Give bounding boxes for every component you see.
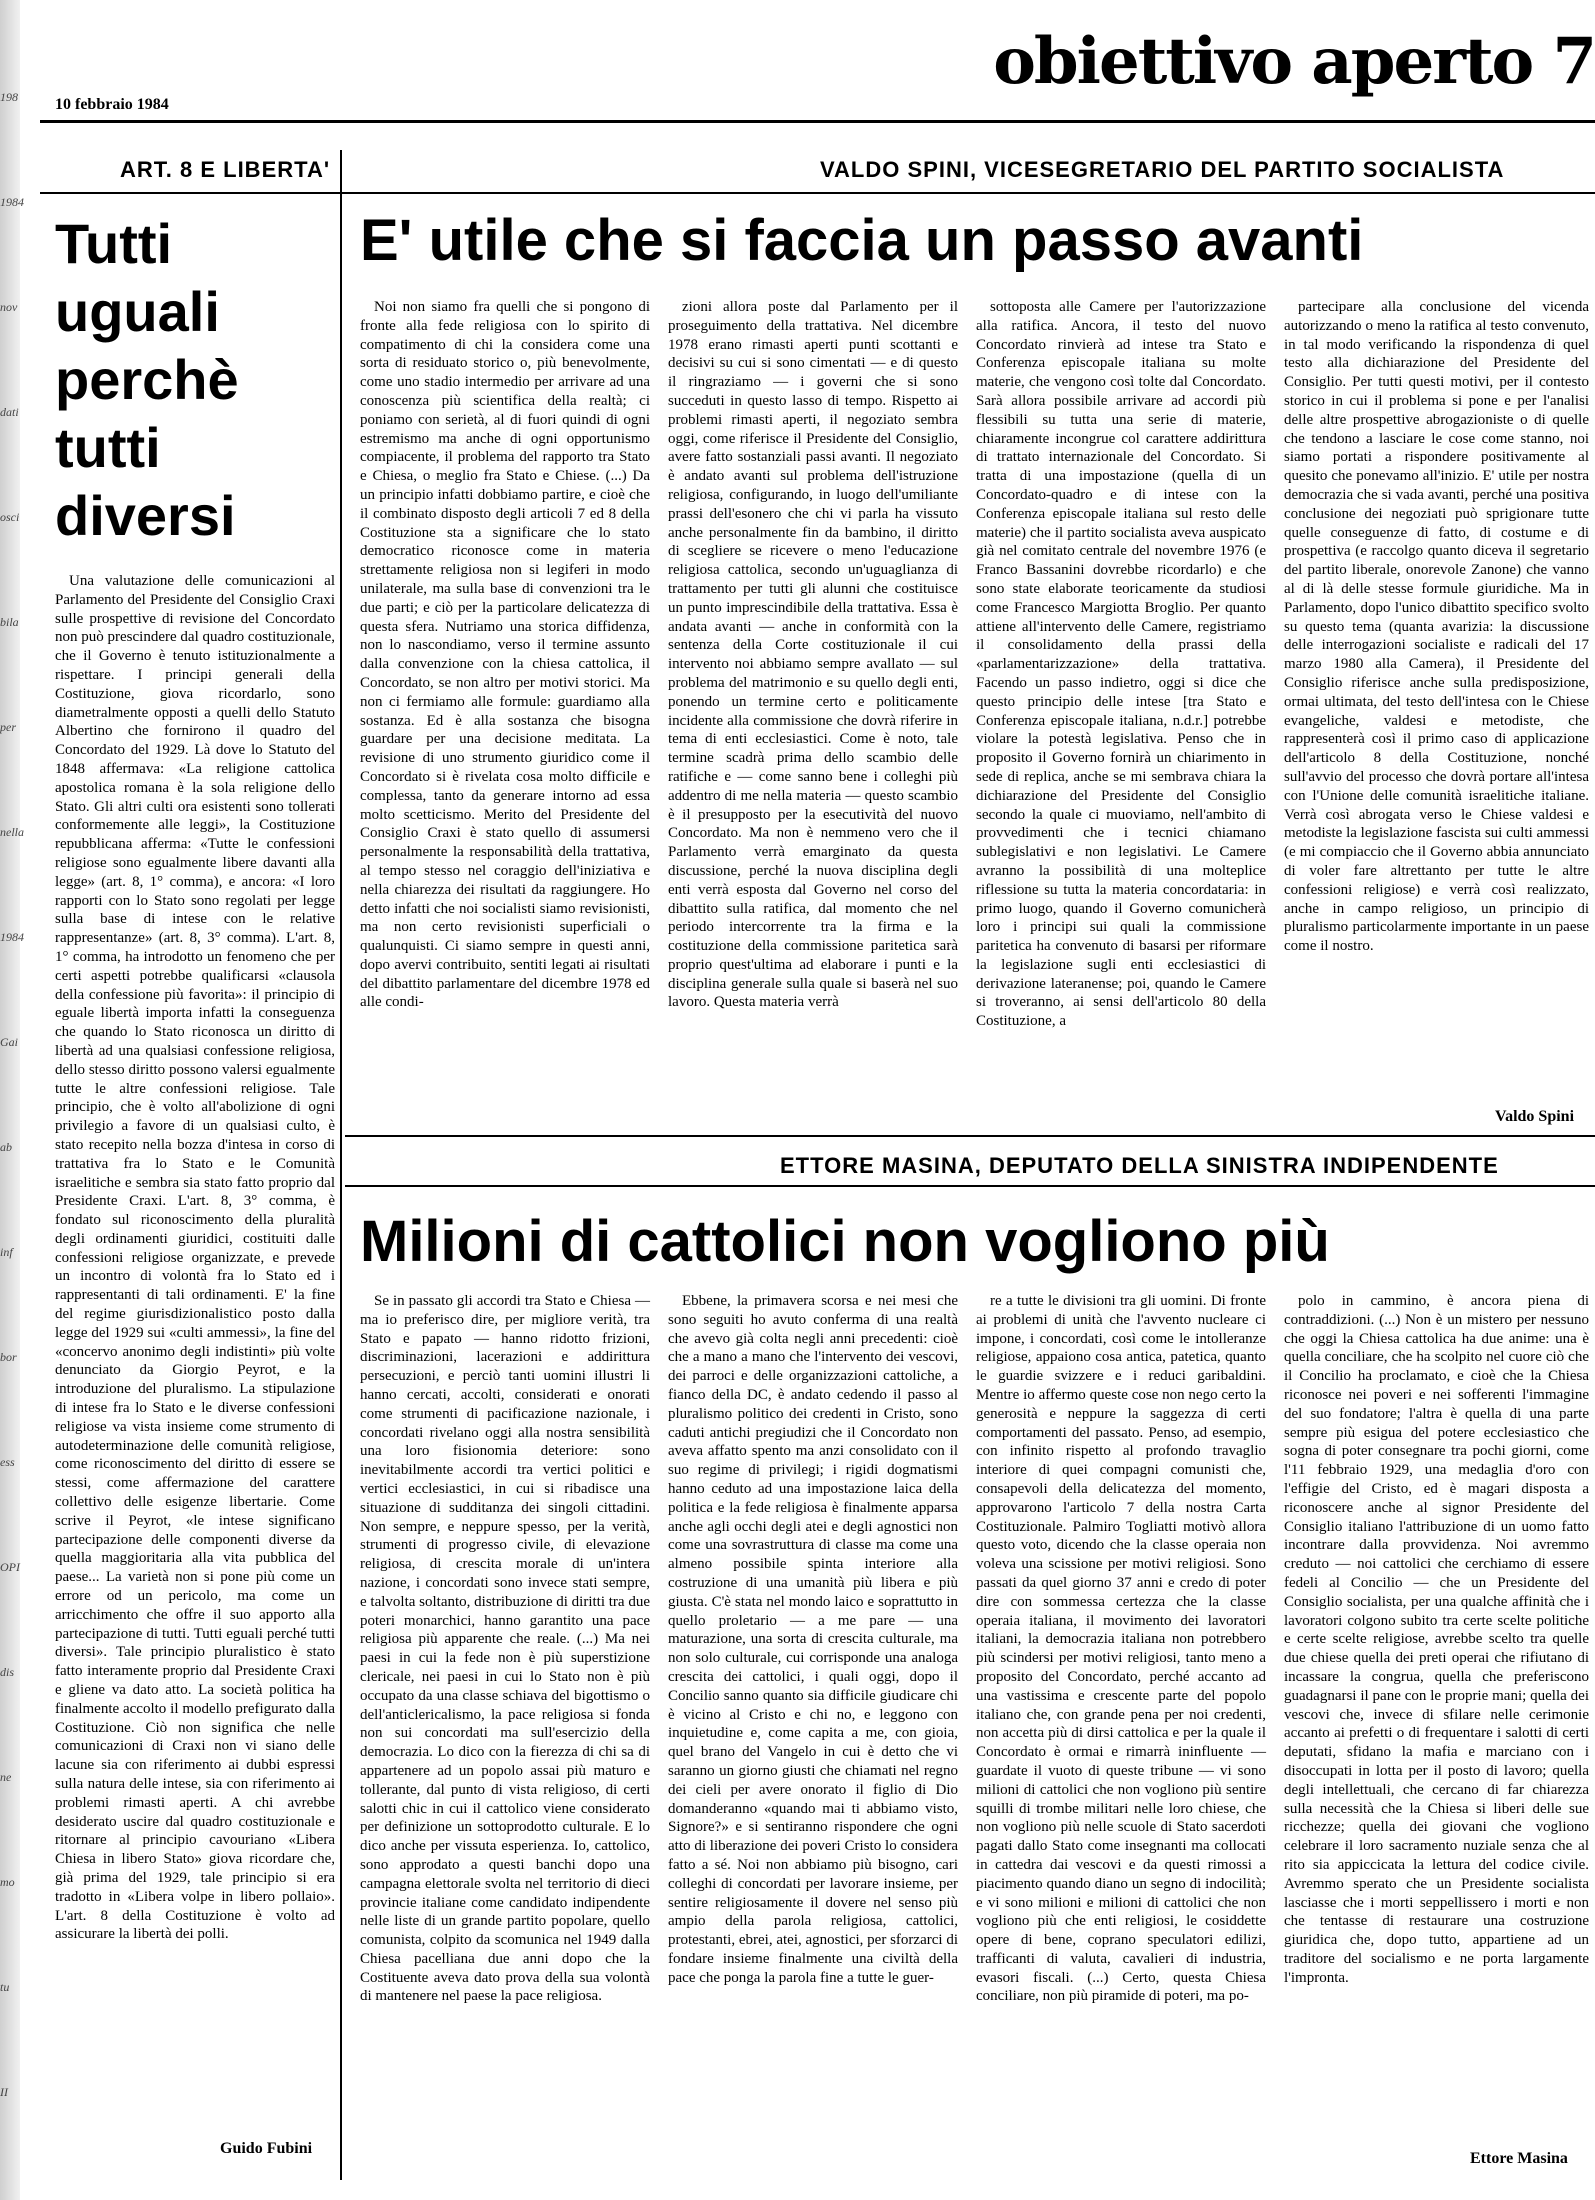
edge-fragment: 1984 <box>0 195 24 209</box>
top-column-text: zioni allora poste dal Parlamento per il proseguimento della trattativa. Nel dicembre 1978 erano rimasti aperti punti scottanti e decisivi su cui si sono cimentati — e di questo il ringraziamo — i governi che si sono succeduti in questo lasso di tempo. Rispetto ai problemi rimasti aperti, il negoziato sembra oggi, come riferisce il Presidente del Consiglio, avere fatto sostanziali passi avanti. Il negoziato è andato avanti sul problema dell'istruzione religiosa, configurando, in luogo dell'umiliante prassi dell'esonero che chi vi parla ha vissuto anche personalmente fin da bambino, il diritto di scegliere se ricevere o meno l'educazione religiosa cattolica, secondo un'uguaglianza di trattamento per tutti gli alunni che costituisce un punto imprescindibile della trattativa. Essa è andata avanti — anche in conformità con la sentenza della Corte costituzionale il cui intervento noi abbiamo sempre avallato — sul problema del matrimonio e su quello degli enti, ponendo un termine certo e politicamente incidente alla commissione che dovrà riferire in tema di enti ecclesiastici. Come è noto, tale termine scadrà prima dello scambio delle ratifiche e — come sanno bene i colleghi più addentro di me nella materia — questo scambio è il presupposto per la esecutività del nuovo Concordato. Ma non è nemmeno vero che il Parlamento verrà emarginato da questa discussione, perché la nuova disciplina degli enti verrà esposta dal Governo nel corso del dibattito sulla ratifica, dal momento che nel periodo intercorrente tra la firma e la costituzione della commissione paritetica sarà proprio quest'ultima ad elaborare i punti e la disciplina generale sulla quale si baserà nel suo lavoro. Questa materia verrà <box>668 299 958 1011</box>
rubric-rule <box>40 192 1595 194</box>
bottom-article-signature: Ettore Masina <box>1470 2150 1568 2167</box>
bottom-column-text: re a tutte le divisioni tra gli uomini. Di fronte ai problemi di unità che l'avvento nucleare ci impone, i concordati, così come le intolleranze religiose, appaiono cosa antica, patetica, quanto le guardie svizzere e i reduci garibaldini. Mentre io affermo queste cose non nego certo la generosità e neppure la saggezza di certi comportamenti del passato. Penso, ad esempio, con infinito rispetto al profondo travaglio interiore di quei compagni comunisti che, consapevoli della delicatezza del momento, approvarono l'articolo 7 della nostra Carta Costituzionale. Palmiro Togliatti motivò allora questo voto, dicendo che la classe operaia non voleva una scissione per motivi religiosi. Sono passati da quel giorno 37 anni e credo di poter dire con sommessa certezza che la classe operaia italiana, il movimento dei lavoratori italiani, la democrazia italiana non potrebbero più scindersi per motivi religiosi, tanto meno a proposito del Concordato, perché accanto ad una vastissima e crescente parte del popolo italiano che, con grande pena per noi credenti, non accetta più di dirsi cattolica e per la quale il Concordato è ormai e rimarrà ininfluente — guardate il vuoto di queste tribune — vi sono milioni di cattolici che non vogliono più sentire squilli di trombe militari nelle loro chiese, che non vogliono più nelle scuole di Stato sacerdoti pagati dallo Stato come insegnanti ma collocati in cattedra dai vescovi e da questi rimossi a piacimento quando diano un segno di indocilità; e vi sono milioni e milioni di cattolici che non vogliono più che enti religiosi, le cosiddette opere di bene, coprano speculatori edilizi, trafficanti di valuta, cavalieri di industria, evasori fiscali. (...) Certo, questa Chiesa conciliare, non più piramide di poteri, ma po- <box>976 1293 1266 2005</box>
top-headline: E' utile che si faccia un passo avanti <box>360 208 1364 273</box>
edge-fragment: dati <box>0 405 19 419</box>
top-article-column <box>668 298 958 1128</box>
edge-fragment: bila <box>0 615 19 629</box>
edge-fragment: tu <box>0 1980 10 1994</box>
edge-fragment: nov <box>0 300 18 314</box>
edge-fragment: ab <box>0 1140 12 1154</box>
section-divider <box>345 1135 1595 1137</box>
section-masthead: obiettivo aperto 7 <box>993 24 1595 99</box>
left-headline-line: diversi <box>55 484 236 547</box>
left-headline-line: uguali <box>55 280 220 343</box>
bottom-article-column <box>360 1292 650 2150</box>
bottom-column-text: Se in passato gli accordi tra Stato e Chiesa — ma io preferisco dire, per migliore verità, tra Stato e papato — hanno ridotto frizioni, discriminazioni, lacerazioni e addirittura persecuzioni, e perciò tanti uomini illustri li hanno cercati, accolti, considerati e onorati come strumenti di pacificazione nazionale, i concordati rivelano oggi alla nostra sensibilità una loro fisionomia deteriore: sono inevitabilmente accordi tra vertici politici e vertici ecclesiastici, in cui si ribadisce una situazione di sudditanza dei singoli cittadini. Non sempre, e neppure spesso, per la verità, strumenti di progresso civile, di elevazione religiosa, di crescita morale di un'intera nazione, i concordati sono invece stati sempre, e talvolta soltanto, distribuzione di diritti tra due poteri monarchici, hanno garantito una pace religiosa più apparente che reale. (...) Ma nei paesi in cui la fede non è più superstizione clericale, nei paesi in cui lo Stato non è più occupato da una classe schiava del bigottismo o dell'anticlericalismo, la pace religiosa si fonda non sui concordati ma sull'esercizio della democrazia. Lo dico con la fierezza di chi sa di appartenere ad un popolo assai più maturo e tollerante, dal punto di vista religioso, di certi salotti chic in cui il cattolico viene considerato per definizione un sottoprodotto culturale. E lo dico anche per vissuta esperienza. Io, cattolico, sono approdato a questi banchi dopo una campagna elettorale svolta nel territorio di dieci provincie italiane come candidato indipendente nelle liste di un grande partito popolare, quello comunista, colpito da scomunica nel 1949 dalla Chiesa pacelliana due anni dopo che la Costituente aveva dato prova della sua volontà di mantenere nel paese la pace religiosa. <box>360 1293 650 2005</box>
left-column-divider <box>340 150 342 2180</box>
edge-fragment: bor <box>0 1350 17 1364</box>
edge-fragment: ne <box>0 1770 12 1784</box>
left-headline-line: perchè <box>55 348 239 411</box>
edge-fragment: dis <box>0 1665 15 1679</box>
left-article-signature: Guido Fubini <box>220 2140 313 2157</box>
top-article-column <box>976 298 1266 1128</box>
bottom-column-text: polo in cammino, è ancora piena di contraddizioni. (...) Non è un mistero per nessuno che oggi la Chiesa cattolica ha due anime: una è quella conciliare, che ha scolpito nel cuore ciò che il Concilio ha proclamato, e cioè che la Chiesa riconosce nei poveri e nei sofferenti l'immagine del suo fondatore; l'altra è quella di una parte sempre più esigua del potere ecclesiastico che sogna di poter consegnare tra pochi giorni, come l'11 febbraio 1929, una medaglia d'oro con l'effigie del Cristo, ed è magari disposta a riconoscere anche al signor Presidente del Consiglio italiano l'attribuzione di un uomo fatto incontrare dalla provvidenza. Noi avremmo creduto — noi cattolici che cerchiamo di essere fedeli al Concilio — che un Presidente del Consiglio socialista, per una qualche affinità che i lavoratori colgono subito tra certe scelte politiche e certe scelte religiose, avrebbe scelto tra quelle due chiese quella dei preti operai che rifiutano di incassare la congrua, quella che preferiscono guadagnarsi il pane con le proprie mani; quella dei vescovi che, invece di sfilare nelle cerimonie accanto ai prefetti o di frequentare i salotti di certi deputati, sfidano la mafia e marciano con i disoccupati in lotta per il posto di lavoro; quella degli intellettuali, che cercano di far chiarezza sulla necessità che la Chiesa si liberi delle sue ricchezze; quella dei giovani che vogliono celebrare il loro sacramento nuziale senza che al rito sia appiccicata la lettura del codice civile. Avremmo sperato che un Presidente socialista lasciasse che i morti seppellissero i morti e non che tentasse di restaurare una costruzione giuridica che, dopo tutto, appartiene ad un traditore del socialismo e ne porta largamente l'impronta. <box>1284 1293 1589 1986</box>
bottom-article-column <box>1284 1292 1589 2140</box>
masthead-rule <box>40 120 1595 123</box>
edge-fragment: per <box>0 720 16 734</box>
edge-fragment: 1984 <box>0 930 24 944</box>
edge-fragment: osci <box>0 510 20 524</box>
top-column-text: partecipare alla conclusione del vicenda autorizzando o meno la ratifica al testo convenuto, in tal modo verificando la rispondenza di quel testo alla dichiarazione del Presidente del Consiglio. Per tutti questi motivi, per il contesto storico in cui il problema si pone e per l'analisi delle altre prospettive abrogazioniste o di quelle che tendono a lasciare le cose come stanno, noi siamo portati a rispondere positivamente al quesito che ponevamo all'inizio. E' utile per nostra democrazia che si vada avanti, perché una positiva conclusione dei negoziati può sprigionare tutte quelle conseguenze di fatto, di costume e di prospettiva (e raccolgo quanto diceva il segretario del partito liberale, onorevole Zanone) che vanno al di là delle stesse formule giuridiche. Ma in Parlamento, dopo l'unico dibattito specifico svolto su questo tema (quanta avarizia: la discussione delle interrogazioni socialiste e radicali del 17 marzo 1980 alla Camera), il Presidente del Consiglio riferisce anche sulla predisposizione, ormai ultimata, del testo dell'intesa con le Chiese evangeliche, valdesi e metodiste, che rappresenterà così il primo caso di applicazione dell'articolo 8 della Costituzione, nonché sull'avvio del processo che dovrà portare all'intesa con l'Unione delle comunità israelitiche italiane. Verrà così abrogata verso le Chiese valdesi e metodiste la legislazione fascista sui culti ammessi (e mi compiaccio che il Governo abbia annunciato di voler fare altrettanto per tutte le altre confessioni religiose) e verrà così realizzato, anche in campo religioso, un principio di pluralismo particolarmente importante in un paese come il nostro. <box>1284 299 1589 955</box>
top-article-column <box>1284 298 1589 1108</box>
edge-fragment: Gai <box>0 1035 18 1049</box>
edge-fragment: nella <box>0 825 24 839</box>
bottom-rubric-rule <box>345 1185 1595 1187</box>
edge-fragment: 198 <box>0 90 18 104</box>
top-article-column <box>360 298 650 1128</box>
issue-date: 10 febbraio 1984 <box>55 96 169 113</box>
edge-fragment: OPI <box>0 1560 20 1574</box>
left-headline-line: tutti <box>55 416 161 479</box>
edge-fragment: ess <box>0 1455 15 1469</box>
left-headline-line: Tutti <box>55 212 173 275</box>
bottom-column-text: Ebbene, la primavera scorsa e nei mesi che sono seguiti ho avuto conferma di una realtà che avevo già colta negli anni precedenti: cioè che a mano a mano che l'intervento dei vescovi, dei parroci e delle organizzazioni cattoliche, a fianco della DC, è andato cedendo il passo al pluralismo politico dei credenti in Cristo, sono caduti antichi pregiudizi che il Concordato non aveva affatto spento ma anzi consolidato con il suo regime di privilegi; i rigidi dogmatismi hanno ceduto ad una impostazione laica della politica e la fede religiosa è finalmente apparsa anche agli occhi degli atei e degli agnostici non come una sovrastruttura di classe ma come una almeno possibile spinta interiore alla costruzione di una umanità più libera e più giusta. C'è stata nel mondo laico e soprattutto in quello proletario — a me pare — una maturazione, una sorta di crescita culturale, ma non solo culturale, cui corrisponde una analoga crescita dei cattolici, i quali oggi, dopo il Concilio sanno quanto sia difficile giudicare chi è vicino al Cristo e chi no, e leggono con inquietudine e, come capita a me, con gioia, quel brano del Vangelo in cui è detto che vi saranno un giorno giusti che chiamati nel regno dei cieli per avere onorato il figlio di Dio domanderanno «quando mai ti abbiamo visto, Signore?» e si sentiranno rispondere che ogni atto di liberazione dei poveri Cristo lo considera fatto a sé. Noi non abbiamo più bisogno, cari colleghi di concordati per lavorare insieme, per sentire religiosamente il dovere nel senso più ampio della parola religiosa, cattolici, protestanti, ebrei, atei, agnostici, per sforzarci di fondare insieme finalmente una civiltà della pace che ponga la parola fine a tutte le guer- <box>668 1293 958 1986</box>
edge-fragment: inf <box>0 1245 13 1259</box>
left-rubric: ART. 8 E LIBERTA' <box>120 157 331 182</box>
bottom-headline: Milioni di cattolici non vogliono più <box>360 1209 1330 1274</box>
top-column-text: Noi non siamo fra quelli che si pongono di fronte alla fede religiosa con lo spirito di compatimento di chi la considera come una sorta di residuato storico o, più benevolmente, come uno stadio intermedio per arrivare ad una conoscenza più scientifica della realtà; ci poniamo con serietà, al di fuori quindi di ogni estremismo ma anche di ogni opportunismo compiacente, il problema del rapporto tra Stato e Chiesa, o meglio fra Stato e Chiese. (...) Da un principio infatti dobbiamo partire, e cioè che il combinato disposto degli articoli 7 ed 8 della Costituzione sta a significare che lo stato democratico riconosce come in materia strettamente religiosa non si legiferi in modo unilaterale, ma sulla base di convenzioni tra le due parti; e ciò per la particolare delicatezza di questa sfera. Nutriamo una storica diffidenza, non lo nascondiamo, verso il termine assunto dalla convenzione con la chiesa cattolica, il Concordato, se non altro per motivi storici. Ma non ci fermiamo alle formule: guardiamo alla sostanza. Ed è alla sostanza che bisogna guardare per una decisione meditata. La revisione di uno strumento giuridico come il Concordato si è rivelata cosa molto difficile e complessa, tanto da generare intorno ad essa molto scetticismo. Merito del Presidente del Consiglio Craxi è stato quello di assumersi personalmente la responsabilità della trattativa, al tempo stesso nel coraggio dell'iniziativa e nella chiarezza dei risultati da raggiungere. Ho detto infatti che noi socialisti siamo revisionisti, ma non certo revisionisti superficiali o qualunquisti. Ci siamo sempre in questi anni, dopo avervi contribuito, sentiti legati ai risultati del dibattito parlamentare del dicembre 1978 ed alle condi- <box>360 299 650 1011</box>
left-headline <box>55 210 325 550</box>
top-article-signature: Valdo Spini <box>1495 1108 1575 1125</box>
top-rubric: VALDO SPINI, VICESEGRETARIO DEL PARTITO SOCIALISTA <box>820 157 1505 182</box>
left-article-text: Una valutazione delle comunicazioni al Parlamento del Presidente del Consiglio Craxi sulle prospettive di revisione del Concordato non può prescindere dal quadro costituzionale, che il Governo è tenuto istituzionalmente a rispettare. I principi generali della Costituzione, giova ricordarlo, sono diametralmente opposti a quelli dello Statuto Albertino che fornirono il quadro del Concordato del 1929. Là dove lo Statuto del 1848 affermava: «La religione cattolica apostolica romana è la sola religione dello Stato. Gli altri culti ora esistenti sono tollerati conformemente alle leggi», la Costituzione repubblicana afferma: «Tutte le confessioni religiose sono egualmente libere davanti alla legge» (art. 8, 1° comma), e ancora: «I loro rapporti con lo Stato sono regolati per legge sulla base di intese con le relative rappresentanze» (art. 8, 3° comma). L'art. 8, 1° comma, ha introdotto un fenomeno che per certi aspetti potrebbe qualificarsi «clausola della confessione più favorita»: il principio di eguale libertà importa infatti la conseguenza che quando lo Stato riconosca un diritto di libertà ad una qualsiasi confessione religiosa, dello stesso diritto possono valersi egualmente tutte le altre confessioni religiose. Tale principio, che è volto all'abolizione di ogni privilegio a favore di un qualsiasi culto, è stato recepito nella bozza d'intesa in corso di trattativa fra lo Stato e le Comunità israelitiche e sembra sia stato fatto proprio dal Presidente Craxi. L'art. 8, 3° comma, è fondato sul riconoscimento della pluralità degli ordinamenti giuridici, costituiti dalle confessioni religiose organizzate, e prevede un incontro di volontà fra lo Stato ed i rappresentanti di tali ordinamenti. E' la fine del regime giurisdizionalistico posto dalla legge del 1929 sui «culti ammessi», la fine del «concervo anonimo degli indistinti» più volte denunciato da Giorgio Peyrot, e la introduzione del pluralismo. La stipulazione di intese fra lo Stato e le diverse confessioni religiose va vista insieme come strumento di autodeterminazione delle comunità religiose, come riconoscimento del diritto di essere se stessi, come affermazione del carattere collettivo delle esigenze libertarie. Come scrive il Peyrot, «le intese significano partecipazione delle componenti diverse da quella maggioritaria alla vita pubblica del paese... La varietà non si pone più come un errore od un pericolo, ma come un arricchimento che offre il suo apporto alla partecipazione di tutti. Tutti eguali perché tutti diversi». Tale principio pluralistico è stato fatto interamente proprio dal Presidente Craxi e gliene va dato atto. La società politica ha finalmente accolto il modello prefigurato dalla Costituzione. Ciò non significa che nelle comunicazioni di Craxi non vi siano delle lacune sia con riferimento ai dubbi espressi sulla natura delle intese, sia con riferimento ai problemi rimasti aperti. A chi avrebbe desiderato uscire dal quadro costituzionale e ritornare al principio cavouriano «Libera Chiesa in libero Stato» giova ricordare che, già prima del 1929, tale principio si era tradotto in «Libera volpe in libero pollaio». L'art. 8 della Costituzione è volto ad assicurare la libertà dei polli. <box>55 573 335 1943</box>
edge-fragment: II <box>0 2085 8 2099</box>
bottom-article-column <box>976 1292 1266 2150</box>
adjacent-page-edge <box>0 0 24 2200</box>
bottom-rubric: ETTORE MASINA, DEPUTATO DELLA SINISTRA INDIPENDENTE <box>780 1153 1499 1178</box>
top-column-text: sottoposta alle Camere per l'autorizzazione alla ratifica. Ancora, il testo del nuovo Concordato rinvierà ad intese tra Stato e Conferenza episcopale italiana su molte materie, che vengono così tolte dal Concordato. Sarà allora possibile arrivare ad accordi più flessibili su tutta una serie di materie, chiaramente incongrue col carattere addirittura di trattato internazionale del Concordato. Si tratta di una impostazione (quella di un Concordato-quadro e di intese con la Conferenza episcopale italiana sul resto delle materie) che il partito socialista aveva auspicato già nel comitato centrale del novembre 1976 (e Franco Bassanini dovrebbe ricordarlo) e che sono state elaborate teoricamente da studiosi come Francesco Margiotta Broglio. Per quanto attiene all'intervento delle Camere, registriamo il consolidamento della prassi della «parlamentarizzazione» della trattativa. Facendo un passo indietro, oggi si dice che questo principio delle intese [tra Stato e Conferenza episcopale italiana, n.d.r.] potrebbe violare la potestà legislativa. Penso che in proposito il Governo fornirà un chiarimento in sede di replica, anche se mi sembrava chiara la dichiarazione del Presidente del Consiglio secondo la quale ci muoviamo, nell'ambito di provvedimenti che i tecnici chiamano sublegislativi e non legislativi. Le Camere avranno la possibilità di una molteplice riflessione su tutta la materia concordataria: in primo luogo, quando il Governo comunicherà loro i principi sui quali la commissione paritetica ha convenuto di basarsi per riformare la legislazione sugli enti ecclesiastici di derivazione lateranense; poi, quando le Camere si troveranno, ai sensi dell'articolo 80 della Costituzione, a <box>976 299 1266 1030</box>
edge-fragment: mo <box>0 1875 15 1889</box>
bottom-article-column <box>668 1292 958 2150</box>
left-article-body <box>55 572 335 2127</box>
